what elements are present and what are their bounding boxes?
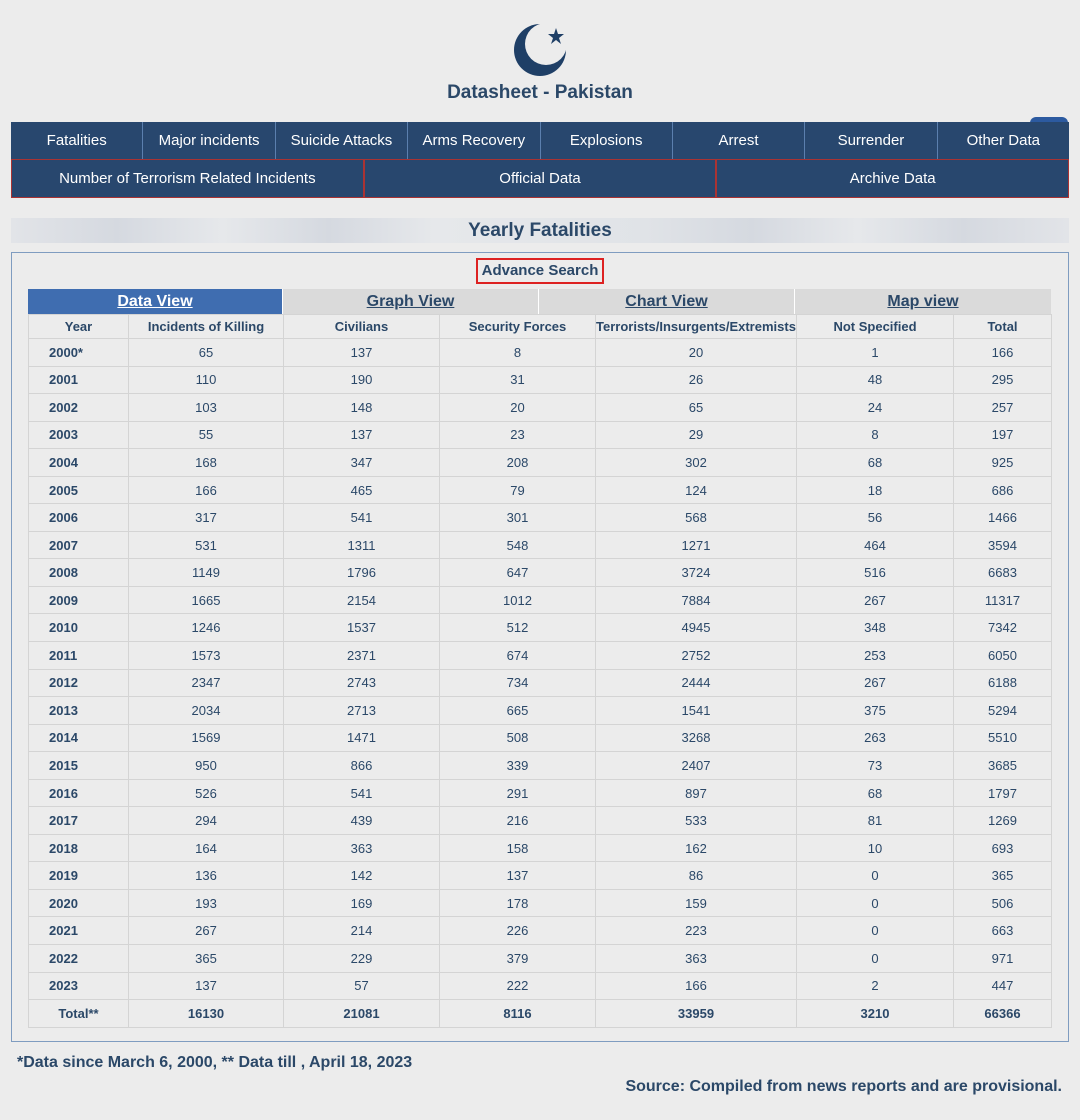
cell-terrorists: 20 bbox=[596, 339, 797, 367]
page-title: Datasheet - Pakistan bbox=[447, 82, 633, 103]
cell-security-forces: 178 bbox=[440, 889, 596, 917]
cell-year: 2005 bbox=[29, 476, 129, 504]
cell-security-forces: 301 bbox=[440, 504, 596, 532]
table-row bbox=[29, 889, 1052, 917]
cell-incidents: 55 bbox=[129, 421, 284, 449]
cell-security-forces: 665 bbox=[440, 697, 596, 725]
footnote: *Data since March 6, 2000, ** Data till , April 18, 2023 bbox=[17, 1054, 413, 1071]
cell-security-forces: 137 bbox=[440, 862, 596, 890]
cell-not-specified: 1 bbox=[797, 339, 954, 367]
cell-civilians: 137 bbox=[284, 421, 440, 449]
cell-civilians: 57 bbox=[284, 972, 440, 1000]
section-title-bar bbox=[11, 218, 1069, 243]
cell-total: 7342 bbox=[954, 614, 1052, 642]
table-row bbox=[29, 917, 1052, 945]
cell-year: 2010 bbox=[29, 614, 129, 642]
total-cell-civilians: 21081 bbox=[284, 1000, 440, 1028]
cell-security-forces: 79 bbox=[440, 476, 596, 504]
cell-terrorists: 7884 bbox=[596, 586, 797, 614]
nav-item-major-incidents[interactable]: Major incidents bbox=[143, 122, 275, 159]
cell-incidents: 950 bbox=[129, 752, 284, 780]
cell-civilians: 363 bbox=[284, 834, 440, 862]
table-row bbox=[29, 476, 1052, 504]
nav-item-official-data[interactable]: Official Data bbox=[364, 160, 717, 198]
cell-incidents: 531 bbox=[129, 531, 284, 559]
cell-civilians: 2371 bbox=[284, 642, 440, 670]
cell-total: 5510 bbox=[954, 724, 1052, 752]
total-cell-security-forces: 8116 bbox=[440, 1000, 596, 1028]
cell-security-forces: 158 bbox=[440, 834, 596, 862]
cell-not-specified: 375 bbox=[797, 697, 954, 725]
cell-security-forces: 734 bbox=[440, 669, 596, 697]
cell-incidents: 136 bbox=[129, 862, 284, 890]
fatalities-table bbox=[28, 314, 1052, 1028]
table-row bbox=[29, 972, 1052, 1000]
cell-civilians: 1311 bbox=[284, 531, 440, 559]
cell-security-forces: 548 bbox=[440, 531, 596, 559]
cell-year: 2009 bbox=[29, 586, 129, 614]
cell-total: 3594 bbox=[954, 531, 1052, 559]
cell-civilians: 439 bbox=[284, 807, 440, 835]
cell-year: 2017 bbox=[29, 807, 129, 835]
cell-terrorists: 159 bbox=[596, 889, 797, 917]
cell-incidents: 137 bbox=[129, 972, 284, 1000]
table-row bbox=[29, 807, 1052, 835]
section-title: Yearly Fatalities bbox=[468, 220, 612, 241]
cell-year: 2016 bbox=[29, 779, 129, 807]
cell-total: 6683 bbox=[954, 559, 1052, 587]
total-cell-total: 66366 bbox=[954, 1000, 1052, 1028]
cell-total: 693 bbox=[954, 834, 1052, 862]
cell-civilians: 1796 bbox=[284, 559, 440, 587]
table-header-row bbox=[29, 315, 1052, 339]
main-nav bbox=[11, 122, 1069, 198]
cell-not-specified: 267 bbox=[797, 669, 954, 697]
cell-terrorists: 2752 bbox=[596, 642, 797, 670]
cell-security-forces: 508 bbox=[440, 724, 596, 752]
cell-terrorists: 302 bbox=[596, 449, 797, 477]
cell-not-specified: 68 bbox=[797, 449, 954, 477]
cell-incidents: 1149 bbox=[129, 559, 284, 587]
cell-year: 2021 bbox=[29, 917, 129, 945]
cell-terrorists: 2407 bbox=[596, 752, 797, 780]
cell-security-forces: 512 bbox=[440, 614, 596, 642]
table-row bbox=[29, 586, 1052, 614]
cell-incidents: 1569 bbox=[129, 724, 284, 752]
cell-terrorists: 897 bbox=[596, 779, 797, 807]
table-row bbox=[29, 724, 1052, 752]
cell-year: 2015 bbox=[29, 752, 129, 780]
cell-year: 2008 bbox=[29, 559, 129, 587]
cell-incidents: 1246 bbox=[129, 614, 284, 642]
nav-item-explosions[interactable]: Explosions bbox=[541, 122, 673, 159]
cell-total: 506 bbox=[954, 889, 1052, 917]
cell-year: 2023 bbox=[29, 972, 129, 1000]
cell-not-specified: 10 bbox=[797, 834, 954, 862]
view-tabs bbox=[28, 289, 1051, 314]
nav-item-arms-recovery[interactable]: Arms Recovery bbox=[408, 122, 540, 159]
cell-total: 3685 bbox=[954, 752, 1052, 780]
cell-total: 1466 bbox=[954, 504, 1052, 532]
nav-item-arrest[interactable]: Arrest bbox=[673, 122, 805, 159]
cell-security-forces: 339 bbox=[440, 752, 596, 780]
table-row bbox=[29, 779, 1052, 807]
cell-total: 925 bbox=[954, 449, 1052, 477]
cell-year: 2011 bbox=[29, 642, 129, 670]
nav-item-surrender[interactable]: Surrender bbox=[805, 122, 937, 159]
cell-terrorists: 533 bbox=[596, 807, 797, 835]
cell-total: 365 bbox=[954, 862, 1052, 890]
cell-incidents: 168 bbox=[129, 449, 284, 477]
cell-terrorists: 223 bbox=[596, 917, 797, 945]
column-header-total: Total bbox=[954, 315, 1052, 339]
nav-item-terrorism-incidents[interactable]: Number of Terrorism Related Incidents bbox=[11, 160, 364, 198]
tab-map-view[interactable]: Map view bbox=[795, 289, 1051, 314]
cell-year: 2014 bbox=[29, 724, 129, 752]
cell-civilians: 866 bbox=[284, 752, 440, 780]
crescent-star-icon bbox=[510, 20, 570, 78]
cell-security-forces: 216 bbox=[440, 807, 596, 835]
cell-incidents: 2347 bbox=[129, 669, 284, 697]
cell-security-forces: 222 bbox=[440, 972, 596, 1000]
cell-incidents: 1665 bbox=[129, 586, 284, 614]
total-cell-incidents: 16130 bbox=[129, 1000, 284, 1028]
table-row bbox=[29, 945, 1052, 973]
cell-security-forces: 226 bbox=[440, 917, 596, 945]
cell-incidents: 267 bbox=[129, 917, 284, 945]
cell-total: 6188 bbox=[954, 669, 1052, 697]
cell-total: 1269 bbox=[954, 807, 1052, 835]
cell-terrorists: 3268 bbox=[596, 724, 797, 752]
cell-incidents: 110 bbox=[129, 366, 284, 394]
cell-year: 2004 bbox=[29, 449, 129, 477]
cell-incidents: 526 bbox=[129, 779, 284, 807]
table-total-row bbox=[29, 1000, 1052, 1028]
cell-terrorists: 29 bbox=[596, 421, 797, 449]
total-cell-not-specified: 3210 bbox=[797, 1000, 954, 1028]
cell-not-specified: 516 bbox=[797, 559, 954, 587]
cell-year: 2020 bbox=[29, 889, 129, 917]
cell-security-forces: 674 bbox=[440, 642, 596, 670]
cell-civilians: 137 bbox=[284, 339, 440, 367]
cell-year: 2022 bbox=[29, 945, 129, 973]
cell-total: 166 bbox=[954, 339, 1052, 367]
cell-terrorists: 86 bbox=[596, 862, 797, 890]
nav-item-suicide-attacks[interactable]: Suicide Attacks bbox=[276, 122, 408, 159]
cell-year: 2002 bbox=[29, 394, 129, 422]
table-row bbox=[29, 366, 1052, 394]
column-header-incidents: Incidents of Killing bbox=[129, 315, 284, 339]
cell-civilians: 541 bbox=[284, 504, 440, 532]
cell-not-specified: 81 bbox=[797, 807, 954, 835]
tab-chart-view[interactable]: Chart View bbox=[539, 289, 795, 314]
cell-not-specified: 464 bbox=[797, 531, 954, 559]
cell-total: 257 bbox=[954, 394, 1052, 422]
cell-civilians: 2713 bbox=[284, 697, 440, 725]
cell-incidents: 164 bbox=[129, 834, 284, 862]
advance-search-link[interactable]: Advance Search bbox=[476, 258, 604, 284]
nav-item-fatalities[interactable]: Fatalities bbox=[11, 122, 143, 159]
cell-terrorists: 2444 bbox=[596, 669, 797, 697]
cell-not-specified: 18 bbox=[797, 476, 954, 504]
cell-civilians: 2743 bbox=[284, 669, 440, 697]
cell-terrorists: 568 bbox=[596, 504, 797, 532]
nav-item-archive-data[interactable]: Archive Data bbox=[716, 160, 1069, 198]
table-row bbox=[29, 421, 1052, 449]
cell-security-forces: 1012 bbox=[440, 586, 596, 614]
cell-not-specified: 253 bbox=[797, 642, 954, 670]
cell-year: 2012 bbox=[29, 669, 129, 697]
cell-security-forces: 379 bbox=[440, 945, 596, 973]
cell-total: 6050 bbox=[954, 642, 1052, 670]
cell-year: 2019 bbox=[29, 862, 129, 890]
cell-year: 2001 bbox=[29, 366, 129, 394]
cell-not-specified: 68 bbox=[797, 779, 954, 807]
table-row bbox=[29, 339, 1052, 367]
cell-terrorists: 166 bbox=[596, 972, 797, 1000]
cell-incidents: 294 bbox=[129, 807, 284, 835]
column-header-security-forces: Security Forces bbox=[440, 315, 596, 339]
table-row bbox=[29, 504, 1052, 532]
cell-not-specified: 48 bbox=[797, 366, 954, 394]
cell-not-specified: 0 bbox=[797, 862, 954, 890]
cell-security-forces: 8 bbox=[440, 339, 596, 367]
cell-total: 11317 bbox=[954, 586, 1052, 614]
cell-not-specified: 0 bbox=[797, 889, 954, 917]
cell-total: 971 bbox=[954, 945, 1052, 973]
cell-incidents: 365 bbox=[129, 945, 284, 973]
column-header-not-specified: Not Specified bbox=[797, 315, 954, 339]
cell-security-forces: 31 bbox=[440, 366, 596, 394]
table-row bbox=[29, 642, 1052, 670]
cell-civilians: 465 bbox=[284, 476, 440, 504]
cell-total: 5294 bbox=[954, 697, 1052, 725]
cell-security-forces: 291 bbox=[440, 779, 596, 807]
cell-terrorists: 1271 bbox=[596, 531, 797, 559]
table-row bbox=[29, 449, 1052, 477]
cell-total: 663 bbox=[954, 917, 1052, 945]
table-row bbox=[29, 669, 1052, 697]
cell-terrorists: 124 bbox=[596, 476, 797, 504]
cell-total: 447 bbox=[954, 972, 1052, 1000]
column-header-civilians: Civilians bbox=[284, 315, 440, 339]
nav-item-other-data[interactable]: Other Data bbox=[966, 132, 1040, 149]
table-row bbox=[29, 752, 1052, 780]
cell-terrorists: 162 bbox=[596, 834, 797, 862]
cell-terrorists: 363 bbox=[596, 945, 797, 973]
cell-security-forces: 20 bbox=[440, 394, 596, 422]
tab-graph-view[interactable]: Graph View bbox=[283, 289, 539, 314]
cell-not-specified: 8 bbox=[797, 421, 954, 449]
cell-year: 2018 bbox=[29, 834, 129, 862]
cell-year: 2013 bbox=[29, 697, 129, 725]
cell-civilians: 347 bbox=[284, 449, 440, 477]
cell-terrorists: 4945 bbox=[596, 614, 797, 642]
cell-not-specified: 2 bbox=[797, 972, 954, 1000]
cell-not-specified: 73 bbox=[797, 752, 954, 780]
cell-incidents: 166 bbox=[129, 476, 284, 504]
cell-not-specified: 56 bbox=[797, 504, 954, 532]
cell-terrorists: 65 bbox=[596, 394, 797, 422]
cell-not-specified: 267 bbox=[797, 586, 954, 614]
column-header-year: Year bbox=[29, 315, 129, 339]
cell-total: 295 bbox=[954, 366, 1052, 394]
cell-civilians: 148 bbox=[284, 394, 440, 422]
cell-civilians: 190 bbox=[284, 366, 440, 394]
cell-civilians: 169 bbox=[284, 889, 440, 917]
cell-incidents: 317 bbox=[129, 504, 284, 532]
cell-total: 686 bbox=[954, 476, 1052, 504]
table-row bbox=[29, 614, 1052, 642]
cell-civilians: 1537 bbox=[284, 614, 440, 642]
cell-not-specified: 0 bbox=[797, 945, 954, 973]
cell-year: 2007 bbox=[29, 531, 129, 559]
cell-incidents: 103 bbox=[129, 394, 284, 422]
cell-year: 2006 bbox=[29, 504, 129, 532]
source-note: Source: Compiled from news reports and are provisional. bbox=[625, 1078, 1062, 1095]
cell-incidents: 65 bbox=[129, 339, 284, 367]
cell-terrorists: 3724 bbox=[596, 559, 797, 587]
total-cell-terrorists: 33959 bbox=[596, 1000, 797, 1028]
cell-civilians: 1471 bbox=[284, 724, 440, 752]
cell-civilians: 541 bbox=[284, 779, 440, 807]
cell-incidents: 2034 bbox=[129, 697, 284, 725]
cell-total: 1797 bbox=[954, 779, 1052, 807]
table-row bbox=[29, 559, 1052, 587]
cell-civilians: 229 bbox=[284, 945, 440, 973]
cell-not-specified: 24 bbox=[797, 394, 954, 422]
cell-incidents: 1573 bbox=[129, 642, 284, 670]
table-row bbox=[29, 394, 1052, 422]
total-cell-year: Total** bbox=[29, 1000, 129, 1028]
column-header-terrorists: Terrorists/Insurgents/Extremists bbox=[596, 315, 797, 339]
cell-security-forces: 208 bbox=[440, 449, 596, 477]
table-row bbox=[29, 697, 1052, 725]
cell-year: 2003 bbox=[29, 421, 129, 449]
table-row bbox=[29, 531, 1052, 559]
cell-not-specified: 348 bbox=[797, 614, 954, 642]
cell-security-forces: 647 bbox=[440, 559, 596, 587]
cell-year: 2000* bbox=[29, 339, 129, 367]
cell-civilians: 2154 bbox=[284, 586, 440, 614]
cell-terrorists: 1541 bbox=[596, 697, 797, 725]
cell-civilians: 142 bbox=[284, 862, 440, 890]
cell-not-specified: 263 bbox=[797, 724, 954, 752]
cell-security-forces: 23 bbox=[440, 421, 596, 449]
cell-incidents: 193 bbox=[129, 889, 284, 917]
cell-civilians: 214 bbox=[284, 917, 440, 945]
cell-total: 197 bbox=[954, 421, 1052, 449]
cell-terrorists: 26 bbox=[596, 366, 797, 394]
table-row bbox=[29, 834, 1052, 862]
cell-not-specified: 0 bbox=[797, 917, 954, 945]
tab-data-view[interactable]: Data View bbox=[28, 289, 283, 314]
table-row bbox=[29, 862, 1052, 890]
